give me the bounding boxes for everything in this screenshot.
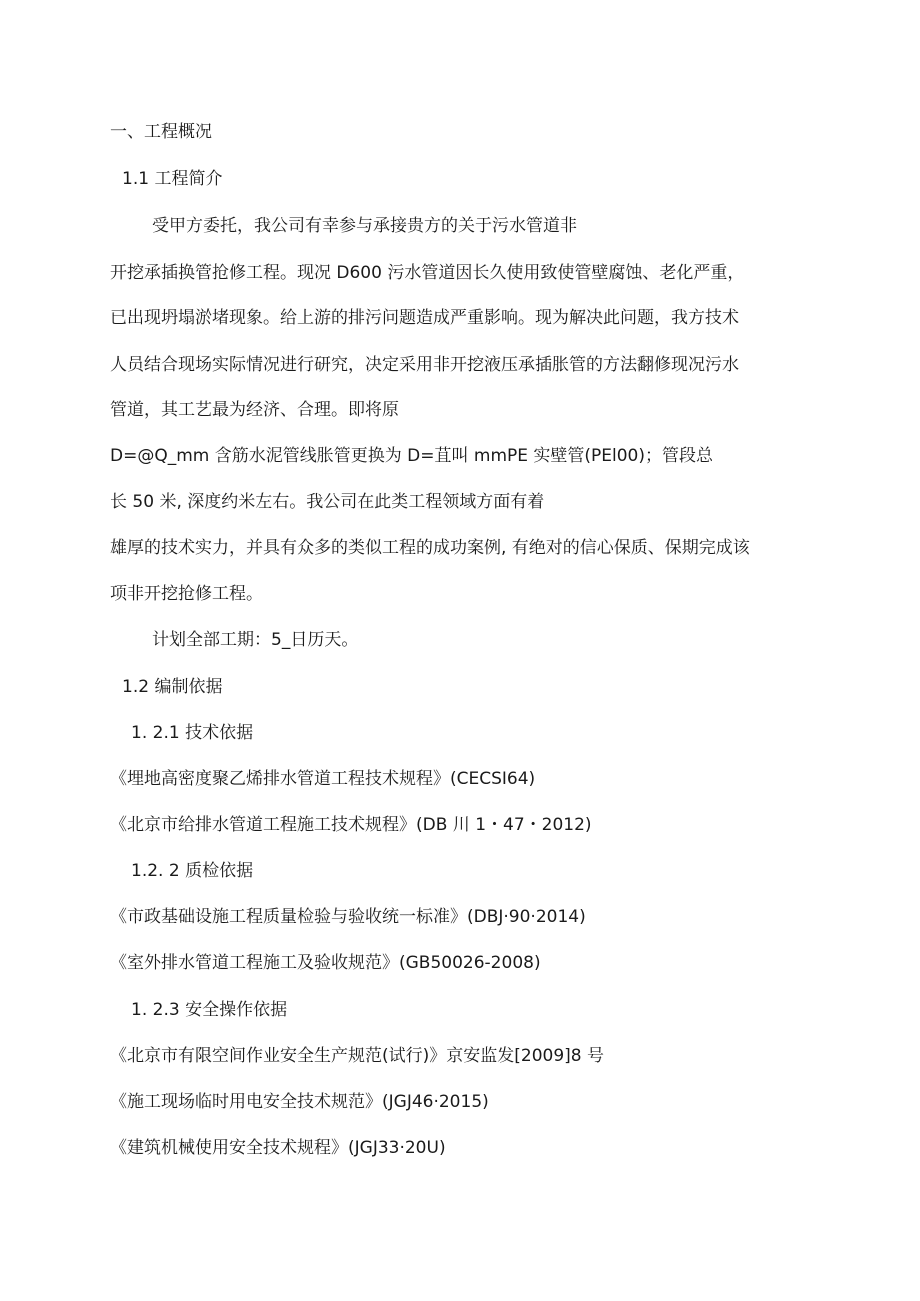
subsection-heading: 1.2 编制依据 <box>122 677 223 697</box>
schedule-line: 计划全部工期：5_日历天。 <box>152 630 359 650</box>
reference-line: 《施工现场临时用电安全技术规范》(JGJ46·2015) <box>110 1092 489 1112</box>
paragraph-line: 已出现坍塌淤堵现象。给上游的排污问题造成严重影响。现为解决此问题，我方技术 <box>110 308 739 328</box>
paragraph-line: 受甲方委托，我公司有幸参与承接贵方的关于污水管道非 <box>152 216 577 236</box>
subsubsection-heading: 1. 2.1 技术依据 <box>131 723 254 743</box>
reference-line: 《室外排水管道工程施工及验收规范》(GB50026-2008) <box>110 953 541 973</box>
paragraph-line: 人员结合现场实际情况进行研究，决定采用非开挖液压承插胀管的方法翻修现况污水 <box>110 355 739 375</box>
reference-line: 《埋地高密度聚乙烯排水管道工程技术规程》(CECSI64) <box>110 769 536 789</box>
section-heading: 一、工程概况 <box>110 122 212 142</box>
paragraph-line: 管道，其工艺最为经济、合理。即将原 <box>110 400 399 420</box>
paragraph-line: 项非开挖抢修工程。 <box>110 584 263 604</box>
reference-line: 《北京市给排水管道工程施工技术规程》(DB 川 1・47・2012) <box>110 815 592 835</box>
paragraph-line: 雄厚的技术实力，并具有众多的类似工程的成功案例, 有绝对的信心保质、保期完成该 <box>110 538 750 558</box>
reference-line: 《北京市有限空间作业安全生产规范(试行)》京安监发[2009]8 号 <box>110 1046 605 1066</box>
subsubsection-heading: 1.2. 2 质检依据 <box>131 861 254 881</box>
paragraph-line: 开挖承插换管抢修工程。现况 D600 污水管道因长久使用致使管壁腐蚀、老化严重， <box>110 263 745 283</box>
reference-line: 《市政基础设施工程质量检验与验收统一标准》(DBJ·90·2014) <box>110 907 586 927</box>
paragraph-line: D=@Q_mm 含筋水泥管线胀管更换为 D=苴叫 mmPE 实壁管(PEl00)；管段总 <box>110 446 714 466</box>
subsection-heading: 1.1 工程简介 <box>122 169 223 189</box>
subsubsection-heading: 1. 2.3 安全操作依据 <box>131 1000 288 1020</box>
paragraph-line: 长 50 米, 深度约米左右。我公司在此类工程领域方面有着 <box>110 492 545 512</box>
reference-line: 《建筑机械使用安全技术规程》(JGJ33·20U) <box>110 1138 446 1158</box>
